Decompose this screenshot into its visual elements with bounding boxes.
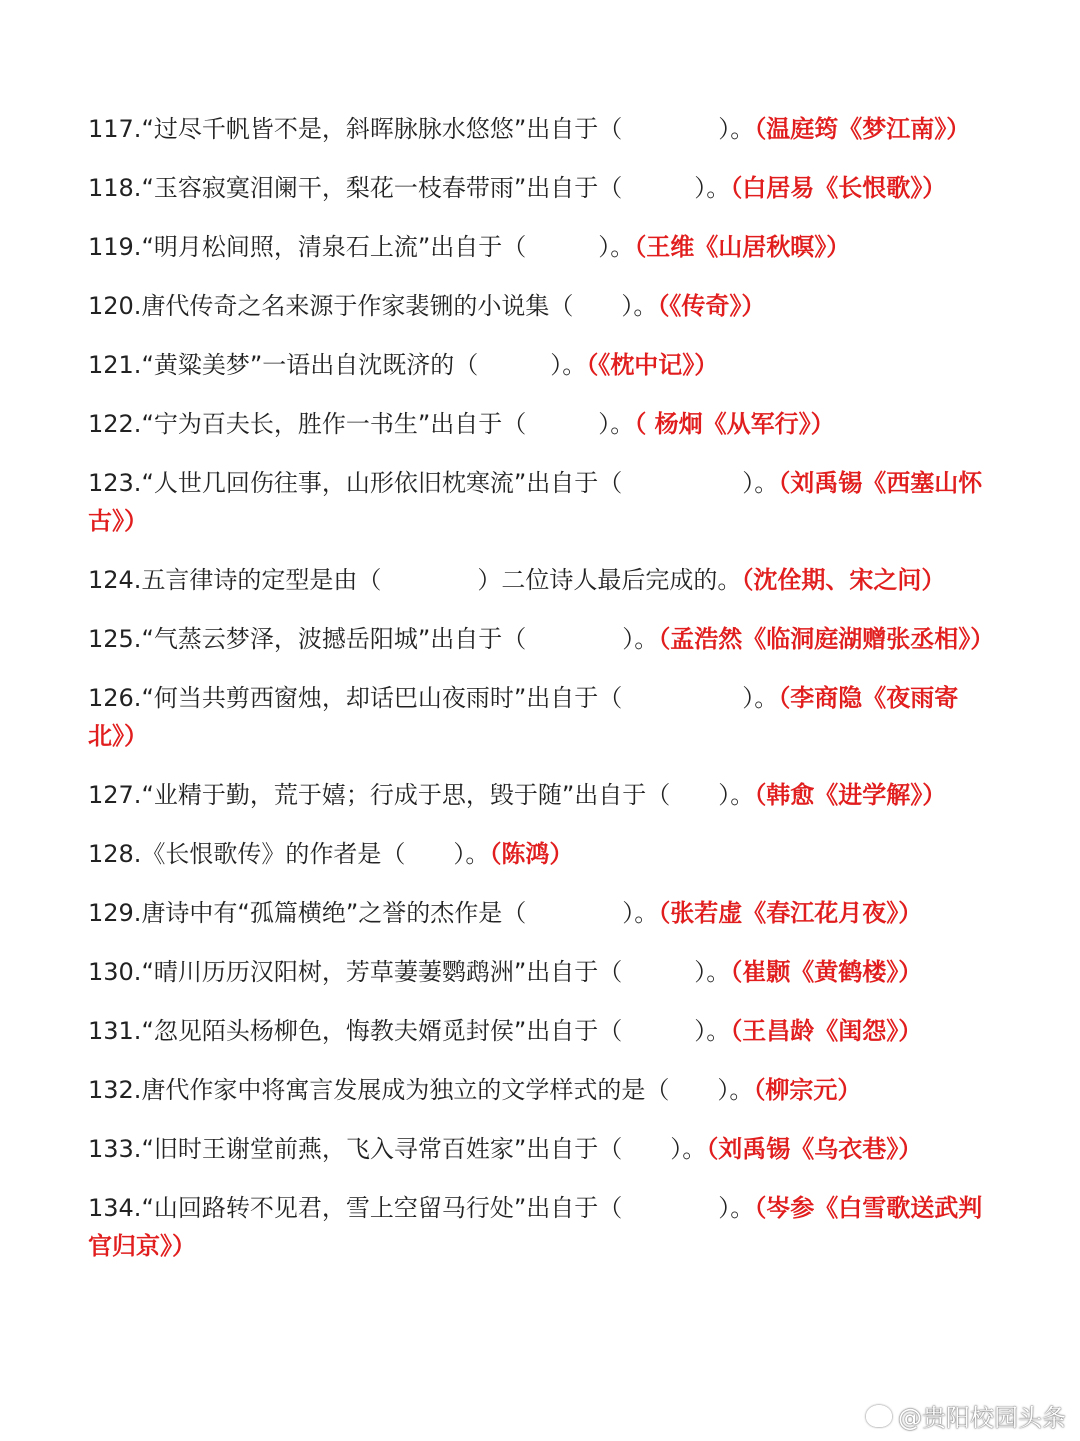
question-item — [88, 169, 996, 207]
answer-text: （《传奇》） — [657, 292, 766, 320]
answer-text: （《枕中记》） — [586, 351, 719, 379]
question-text: “人世几回伤往事，山形依旧枕寒流”出自于（ ）。 — [141, 469, 779, 497]
question-number: 127. — [88, 781, 142, 809]
question-text: “忽见陌头杨柳色，悔教夫婿觅封侯”出自于（ ）。 — [141, 1017, 731, 1045]
question-item — [88, 776, 996, 814]
question-text: “旧时王谢堂前燕，飞入寻常百姓家”出自于（ ）。 — [141, 1135, 707, 1163]
question-item — [88, 1130, 996, 1168]
question-number: 125. — [88, 625, 142, 653]
question-item — [88, 953, 996, 991]
question-number: 122. — [88, 410, 142, 438]
answer-text: （王昌龄《闺怨》） — [730, 1017, 923, 1045]
question-item — [88, 110, 996, 148]
question-item — [88, 561, 996, 599]
answer-text: （李商隐《夜雨寄北》） — [88, 684, 959, 750]
question-text: “明月松间照，清泉石上流”出自于（ ）。 — [141, 233, 635, 261]
question-item — [88, 405, 996, 443]
question-item — [88, 1012, 996, 1050]
question-list — [88, 110, 996, 1286]
question-text: 唐代作家中将寓言发展成为独立的文学样式的是（ ）。 — [141, 1076, 754, 1104]
question-number: 124. — [88, 566, 142, 594]
question-item — [88, 346, 996, 384]
question-number: 134. — [88, 1194, 142, 1222]
question-number: 126. — [88, 684, 142, 712]
question-number: 119. — [88, 233, 142, 261]
question-text: “黄粱美梦”一语出自沈既济的（ ）。 — [141, 351, 587, 379]
answer-text: （韩愈《进学解》） — [754, 781, 947, 809]
answer-text: （王维《山居秋暝》） — [634, 233, 851, 261]
question-item — [88, 620, 996, 658]
weibo-icon — [866, 1405, 892, 1427]
question-text: “玉容寂寞泪阑干，梨花一枝春带雨”出自于（ ）。 — [141, 174, 731, 202]
watermark-text: @贵阳校园头条 — [898, 1404, 1066, 1432]
question-text: 五言律诗的定型是由（ ）二位诗人最后完成的。 — [141, 566, 742, 594]
question-item — [88, 228, 996, 266]
question-item — [88, 287, 996, 325]
question-text: “宁为百夫长，胜作一书生”出自于（ ）。 — [141, 410, 635, 438]
question-text: “过尽千帆皆不是，斜晖脉脉水悠悠”出自于（ ）。 — [141, 115, 755, 143]
question-text: “气蒸云梦泽，波撼岳阳城”出自于（ ）。 — [141, 625, 659, 653]
question-item — [88, 1071, 996, 1109]
question-number: 129. — [88, 899, 142, 927]
question-number: 128. — [88, 840, 142, 868]
question-number: 132. — [88, 1076, 142, 1104]
answer-text: （岑参《白雪歌送武判官归京》） — [88, 1194, 983, 1260]
question-number: 131. — [88, 1017, 142, 1045]
answer-text: （刘禹锡《乌衣巷》） — [706, 1135, 923, 1163]
question-number: 123. — [88, 469, 142, 497]
question-item — [88, 1189, 996, 1265]
question-number: 130. — [88, 958, 142, 986]
answer-text: （ 杨炯《从军行》） — [634, 410, 835, 438]
answer-text: （刘禹锡《西塞山怀古》） — [88, 469, 983, 535]
question-item — [88, 894, 996, 932]
answer-text: （陈鸿） — [489, 840, 574, 868]
question-item — [88, 679, 996, 755]
question-text: “山回路转不见君，雪上空留马行处”出自于（ ）。 — [141, 1194, 755, 1222]
answer-text: （白居易《长恨歌》） — [730, 174, 947, 202]
question-text: “何当共剪西窗烛，却话巴山夜雨时”出自于（ ）。 — [141, 684, 779, 712]
answer-text: （张若虚《春江花月夜》） — [658, 899, 923, 927]
question-item — [88, 835, 996, 873]
question-text: 《长恨歌传》的作者是（ ）。 — [141, 840, 490, 868]
answer-text: （柳宗元） — [753, 1076, 862, 1104]
question-number: 118. — [88, 174, 142, 202]
watermark — [866, 1398, 1066, 1433]
question-number: 121. — [88, 351, 142, 379]
question-number: 120. — [88, 292, 142, 320]
question-text: “业精于勤，荒于嬉；行成于思，毁于随”出自于（ ）。 — [141, 781, 755, 809]
answer-text: （沈佺期、宋之问） — [741, 566, 946, 594]
question-text: 唐代传奇之名来源于作家裴铏的小说集（ ）。 — [141, 292, 658, 320]
answer-text: （崔颢《黄鹤楼》） — [730, 958, 923, 986]
question-number: 133. — [88, 1135, 142, 1163]
question-text: “晴川历历汉阳树，芳草萋萋鹦鹉洲”出自于（ ）。 — [141, 958, 731, 986]
question-item — [88, 464, 996, 540]
question-text: 唐诗中有“孤篇横绝”之誉的杰作是（ ）。 — [141, 899, 659, 927]
answer-text: （孟浩然《临洞庭湖赠张丞相》） — [658, 625, 995, 653]
answer-text: （温庭筠《梦江南》） — [754, 115, 971, 143]
question-number: 117. — [88, 115, 142, 143]
